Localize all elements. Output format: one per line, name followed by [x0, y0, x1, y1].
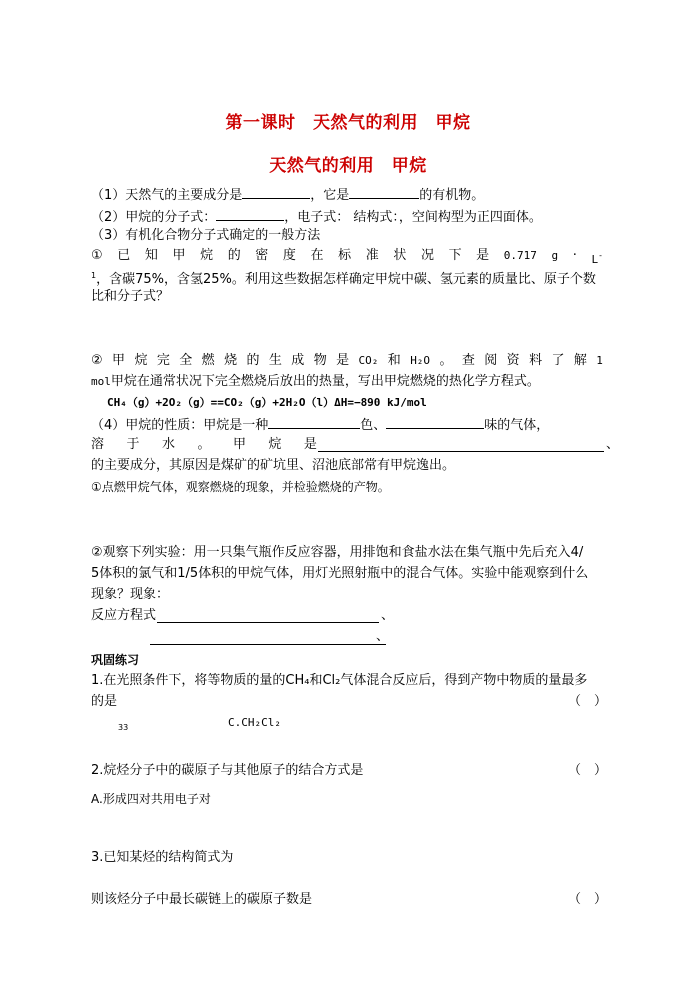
q1-blank-1 — [242, 185, 310, 199]
density-question-word: 甲 — [172, 248, 186, 263]
density-question-word: 是 — [476, 248, 490, 263]
mol-unit: mol — [91, 375, 111, 388]
combustion-word: 的 — [246, 353, 260, 368]
q4-text-b: 色、 — [360, 418, 387, 433]
combustion-line-2 — [91, 374, 540, 390]
density-question-line-3: 比和分子式？ — [91, 289, 170, 304]
density-question-word: 准 — [365, 248, 379, 263]
q4-blank-1 — [268, 415, 360, 429]
combustion-word: 甲 — [112, 353, 126, 368]
combustion-word: 查 — [461, 353, 475, 368]
density-question-word: 密 — [255, 248, 269, 263]
combustion-word: 料 — [529, 353, 543, 368]
density-question-word: 下 — [448, 248, 462, 263]
reaction-end-2: 、 — [376, 629, 390, 644]
lesson-title: 第一课时 天然气的利用 甲烷 — [225, 113, 471, 133]
methane-property-word: 烷 — [268, 437, 282, 452]
practice-q3-line-2: 则该烃分子中最长碳链上的碳原子数是 — [91, 892, 313, 907]
question-4-line-2 — [91, 437, 317, 453]
q4-end-mark: 、 — [606, 437, 620, 452]
density-question-word: 度 — [282, 248, 296, 263]
density-question-word: 的 — [227, 248, 241, 263]
combustion-word: 成 — [291, 353, 305, 368]
density-question-word: 在 — [310, 248, 324, 263]
density-question-word: 标 — [338, 248, 352, 263]
practice-q1-line-2: 的是 — [91, 694, 118, 709]
methane-property-word: 甲 — [232, 437, 246, 452]
practice-q1-option-fragment: 33 — [118, 723, 129, 732]
combustion-word: 生 — [268, 353, 282, 368]
reaction-blank-2 — [150, 644, 386, 645]
q4-blank-3 — [318, 451, 604, 452]
density-question-word: 知 — [144, 248, 158, 263]
q1-blank-2 — [349, 185, 419, 199]
practice-heading: 巩固练习 — [91, 653, 140, 667]
practice-q1-option-c: C.CH₂Cl₂ — [228, 716, 281, 729]
q2-text-b: ，电子式： 结构式：，空间构型为正四面体。 — [284, 210, 542, 225]
q1-text-b: ，它是 — [310, 188, 350, 203]
combustion-word: 1 — [596, 354, 603, 367]
experiment-2-line-2: 5体积的氯气和1/5体积的甲烷气体，用灯光照射瓶中的混合气体。实验中能观察到什么 — [91, 566, 589, 581]
question-3-line: （3）有机化合物分子式确定的一般方法 — [91, 228, 321, 243]
practice-q2-answer-paren: （ ） — [568, 763, 608, 778]
combustion-word: CO₂ — [358, 354, 379, 367]
experiment-2-line-3: 现象？现象： — [91, 587, 170, 602]
combustion-word: 和 — [387, 353, 401, 368]
combustion-line-1 — [91, 353, 603, 369]
density-question-word: 况 — [420, 248, 434, 263]
density-question-line-1 — [91, 248, 603, 268]
practice-q1-line-1: 1.在光照条件下，将等物质的量的CH₄和Cl₂气体混合反应后，得到产物中物质的量最多 — [91, 673, 588, 688]
density-question-cont: ，含碳75%，含氢25%。利用这些数据怎样确定甲烷中碳、氢元素的质量比、原子个数 — [96, 272, 596, 287]
q4-blank-2 — [386, 415, 484, 429]
unit-exponent-sign: - — [598, 251, 603, 260]
density-question-word: g — [551, 249, 559, 262]
combustion-word: 。 — [439, 353, 453, 368]
thermochemical-equation: CH₄（g）+2O₂（g）==CO₂（g）+2H₂O（l）ΔH=−890 kJ/mol — [107, 396, 427, 409]
combustion-word: 烧 — [224, 353, 238, 368]
density-question-word: 状 — [393, 248, 407, 263]
practice-q1-answer-paren: （ ） — [568, 694, 608, 709]
unit-exponent: 1 — [91, 271, 97, 280]
question-4-line-3: 的主要成分，其原因是煤矿的矿坑里、沼池底部常有甲烷逸出。 — [91, 458, 456, 473]
experiment-2-line-1: ②观察下列实验：用一只集气瓶作反应容器，用排饱和食盐水法在集气瓶中先后充入4/ — [91, 545, 584, 560]
combustion-word: 是 — [336, 353, 350, 368]
question-1-line — [91, 185, 484, 204]
combustion-word: 燃 — [201, 353, 215, 368]
combustion-word: 全 — [179, 353, 193, 368]
q4-text-c: 味的气体， — [484, 418, 550, 433]
density-question-word: 已 — [117, 248, 131, 263]
practice-q2: 2.烷烃分子中的碳原子与其他原子的结合方式是 — [91, 763, 364, 778]
methane-property-word: 是 — [303, 437, 317, 452]
methane-property-word: 水 — [161, 437, 175, 452]
question-4-line-1 — [91, 415, 549, 434]
combustion-word: H₂O — [410, 354, 431, 367]
density-question-word: 烷 — [200, 248, 214, 263]
density-question-word: L- — [591, 251, 603, 266]
combustion-word: 了 — [551, 353, 565, 368]
topic-title: 天然气的利用 甲烷 — [269, 156, 427, 176]
methane-property-word: 。 — [197, 437, 211, 452]
q1-text-a: （1）天然气的主要成分是 — [91, 188, 243, 203]
reaction-blank-1 — [157, 622, 379, 623]
density-question-word: 0.717 — [503, 249, 537, 262]
experiment-1: ①点燃甲烷气体，观察燃烧的现象，并检验燃烧的产物。 — [91, 480, 390, 494]
combustion-word: 阅 — [484, 353, 498, 368]
reaction-end-1: 、 — [381, 608, 395, 623]
q1-text-c: 的有机物。 — [419, 188, 485, 203]
combustion-word: ② — [91, 353, 103, 368]
combustion-word: 完 — [156, 353, 170, 368]
density-question-word: ① — [91, 248, 103, 263]
q2-blank — [216, 207, 284, 221]
density-question-word: · — [572, 248, 577, 263]
combustion-cont: 甲烷在通常状况下完全燃烧后放出的热量，写出甲烷燃烧的热化学方程式。 — [110, 374, 540, 389]
combustion-word: 资 — [506, 353, 520, 368]
question-2-line — [91, 207, 542, 226]
reaction-label: 反应方程式 — [91, 608, 157, 623]
combustion-word: 解 — [573, 353, 587, 368]
q4-text-a: （4）甲烷的性质：甲烷是一种 — [91, 418, 269, 433]
practice-q2-option-a: A.形成四对共用电子对 — [91, 792, 211, 806]
methane-property-word: 于 — [126, 437, 140, 452]
density-question-line-2 — [91, 268, 596, 288]
practice-q3: 3.已知某烃的结构简式为 — [91, 850, 234, 865]
combustion-word: 物 — [313, 353, 327, 368]
methane-property-word: 溶 — [91, 437, 105, 452]
q2-text-a: （2）甲烷的分子式： — [91, 210, 217, 225]
combustion-word: 烷 — [134, 353, 148, 368]
practice-q3-answer-paren: （ ） — [568, 892, 608, 907]
